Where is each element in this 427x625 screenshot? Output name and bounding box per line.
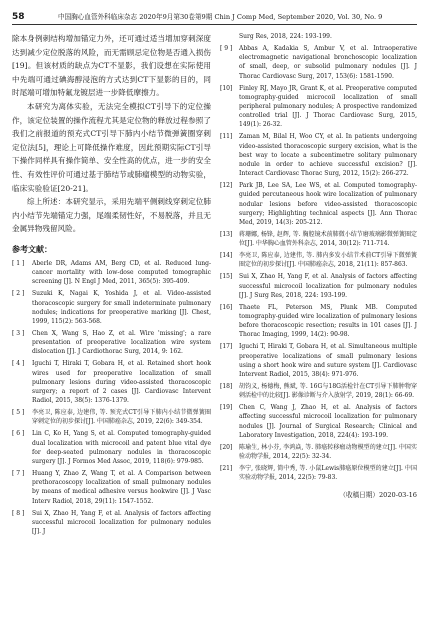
- reference-text: Zaman M, Bilal H, Woo CY, et al. In patients undergoing video-assisted thoracoscopic surgery excision, what is the best way to locate a subcentimetre solitary pulmonary nodule in order to achieve successful excision? [J]. Interact Cardiovasc Thorac Surg, 2012, 15(2): 266-272.: [239, 133, 417, 178]
- reference-item: [220, 251, 417, 269]
- reference-item: [220, 272, 417, 300]
- reference-number: [ 8 ]: [12, 509, 25, 517]
- reference-number: [15]: [220, 273, 233, 281]
- reference-item: [220, 443, 417, 461]
- reference-number: [16]: [220, 303, 233, 311]
- reference-item: [220, 382, 417, 400]
- reference-text: Suzuki K, Nagai K, Yoshida J, et al. Video-assisted thoracoscopic surgery for small indeterminate pulmonary nodules; indications for preoperative marking [J]. Chest, 1999, 115(2): 563-568.: [32, 290, 211, 325]
- reference-text: 蒋珊娜, 杨锋, 赵辉, 等. 胸腔镜术前肺微小结节磨玻璃影微弹簧圈定位[J]. 中华胸心血管外科杂志, 2014, 30(12): 711-714.: [239, 231, 417, 248]
- reference-text: 李宁, 张晓辉, 简中秀, 等. 小鼠Lewis肺癌原位模型的建立[J]. 中国实验动物学报, 2014, 22(5): 79-83.: [239, 465, 417, 482]
- reference-text: Sui X, Zhao H, Yang F, et al. Analysis of factors affecting successful microcoil localization for pulmonary nodules [J]. J: [32, 509, 211, 535]
- reference-text: 李亮卫, 陈应泰, 边建伟, 等. 肺内多发小结节术前CT引导下微弹簧圈定位的初步探讨[J]. 中国肺癌杂志, 2018, 21(11): 857-863.: [239, 252, 417, 269]
- body-paragraph: 本研究为离体实验，无法完全模拟CT引导下的定位操作，该定位装置的操作流程尤其是定位物的释放过程参照了我们之前报道的预充式CT引导下肺内小结节微弹簧圈穿刺定位法[5]，理论上可降低操作难度，因此预期实际CT引导下操作同样具有操作简单、安全性高的优点，进一步的安全性、有效性评价可通过基于肺结节或肺瘤模型的动物实验，临床实验验证[20-21]。: [12, 101, 211, 193]
- reference-number: [ 1 ]: [12, 259, 25, 267]
- reference-number: [14]: [220, 252, 233, 260]
- reference-list-left: [12, 259, 211, 536]
- reference-item: [12, 429, 211, 466]
- reference-number: [18]: [220, 383, 233, 391]
- reference-number: [13]: [220, 231, 233, 239]
- right-column: [220, 32, 417, 499]
- references-heading: 参考文献：: [12, 244, 52, 254]
- reference-item: [220, 230, 417, 248]
- reference-item: [220, 132, 417, 178]
- reference-text: Chen C, Wang J, Zhao H, et al. Analysis of factors affecting successful microcoil localization for pulmonary nodules [J]. Journal of Surgical Research; Clinical and Laboratory Investigation, 2018, 224(4): 193-199.: [239, 404, 417, 439]
- reference-item: [12, 259, 211, 287]
- reference-item: [220, 44, 417, 81]
- reference-list-right: [220, 32, 417, 483]
- reference-item: [12, 509, 211, 537]
- reference-item: [220, 342, 417, 379]
- reference-number: [ 9 ]: [220, 45, 233, 52]
- reference-text: Iguchi T, Hiraki T, Gobara H, et al. Retained short hook wires used for preoperative localization of small pulmonary lesions during video-assisted thoracoscopic surgery; a report of 2 cases [J]. Cardiovasc Intervent Radiol, 2015, 38(5): 1376-1379.: [32, 360, 211, 405]
- reference-number: [10]: [220, 84, 233, 92]
- reference-text: Surg Res, 2018, 224: 193-199.: [239, 33, 332, 40]
- reference-number: [11]: [220, 133, 233, 141]
- reference-text: Abbas A, Kadakia S, Ambur V, et al. Intraoperative electromagnetic navigational bronchoscopic localization of small, deep, or subsolid pulmonary nodules [J]. J Thorac Cardiovasc Surg, 2017, 153(6): 1581-1590.: [239, 45, 417, 80]
- reference-item: [12, 289, 211, 326]
- page-number: 58: [12, 12, 25, 22]
- reference-text: Iguchi T, Hiraki T, Gobara H, et al. Simultaneous multiple preoperative localizations of small pulmonary lesions using a short hook wire and suture system [J]. Cardiovasc Intervent Radiol, 2015, 38(4): 971-976.: [239, 343, 417, 379]
- reference-item: [220, 403, 417, 440]
- reference-item: [12, 329, 211, 357]
- reference-number: [20]: [220, 443, 233, 451]
- received-date: （收稿日期）2020-03-16: [339, 490, 417, 499]
- reference-item: [220, 84, 417, 130]
- reference-number: [ 3 ]: [12, 329, 25, 337]
- reference-text: Lin C, Ko H, Yang S, et al. Computed tomography-guided dual localization with microcoil and patent blue vital dye for deep-seated pulmonary nodules in thoracoscopic surgery [J]. J Formos Med Assoc, 2019, 118(6): 979-985.: [32, 430, 211, 465]
- reference-number: [ 7 ]: [12, 469, 25, 477]
- reference-text: Aberle DR, Adams AM, Berg CD, et al. Reduced lung-cancer mortality with low-dose computed tomographic screening [J]. N Engl J Med, 2011, 365(5): 395-409.: [32, 259, 211, 286]
- reference-number: [ 4 ]: [12, 360, 25, 368]
- reference-item: [12, 408, 211, 426]
- reference-number: [12]: [220, 182, 233, 190]
- left-column: [12, 32, 211, 539]
- reference-number: [ 5 ]: [12, 409, 25, 417]
- reference-number: [21]: [220, 465, 233, 473]
- reference-number: [17]: [220, 343, 233, 351]
- reference-text: 胡钧义, 杨德梅, 熊斌, 等. 16G与18G活检针在CT引导下肺肿物穿刺活检中的比较[J]. 影像诊断与介入放射学, 2019, 28(1): 66-69.: [239, 383, 417, 400]
- reference-item: [220, 32, 417, 41]
- reference-text: Thaete FL, Peterson MS, Plunk MB. Computed tomography-guided wire localization of pulmonary lesions before thoracoscopic resection; results in 101 cases [J]. J Thorac Imaging, 1999, 14(2): 90-98.: [239, 303, 417, 339]
- reference-text: Park JB, Lee SA, Lee WS, et al. Computed tomography-guided percutaneous hook wire localization of pulmonary nodular lesions before video-assisted thoracoscopic surgery; Highlighting technical aspects [J]. Ann Thorac Med, 2019, 14(3): 205-212.: [239, 182, 417, 227]
- reference-number: [ 2 ]: [12, 290, 25, 298]
- reference-text: Chen X, Wang S, Hao Z, et al. Wire 'missing'; a rare presentation of preoperative localization wire system dislocation [J]. J Cardiothorac Surg, 2014, 9: 162.: [32, 329, 211, 356]
- journal-citation-line: 中国胸心血管外科临床杂志 2020年9月第30卷第9期 Chin J Comp Med, September 2020, Vol. 30, No. 9: [58, 13, 383, 21]
- reference-number: [ 6 ]: [12, 430, 25, 438]
- reference-text: 陈瑜生, 林小芬, 李鸿焱, 等. 肺癌转移瘤动物模型的建立[J]. 中国实验动物学报, 2014, 22(5): 32-34.: [239, 443, 417, 461]
- reference-item: [12, 469, 211, 506]
- reference-item: [220, 181, 417, 227]
- conclusion-paragraph: 综上所述：本研究显示，采用先端平侧刺线穿刺定位肺内小结节先端锚定力强，尾端柔韧性好，不易脱落，并且无金属异物残留风险。: [12, 197, 211, 234]
- reference-item: [12, 359, 211, 405]
- body-paragraph: 除本身例刺结构增加锚定力外，还可通过适当增加穿刺深度达到减少定位脱落的风险，而无需顾忌定位物是否通入损伤[19]。但该材质的缺点为CT不显影，我们设想在实际使用中先端可通过碘海醇浸泡的方式达到CT下显影的目的，同时尾端可增加特氟龙镀层进一步降低摩擦力。: [12, 34, 211, 98]
- reference-text: Huang Y, Zhao Z, Wang T, et al. A Comparison between prethoracoscopy localization of small pulmonary nodules by means of medical adhesive versus hookwire [J]. J Vasc Interv Radiol, 2018, 29(11): 1547-1552.: [32, 469, 211, 505]
- reference-item: [220, 464, 417, 482]
- reference-item: [220, 303, 417, 340]
- reference-text: Finley RJ, Mayo JR, Grant K, et al. Preoperative computed tomography-guided microcoil localization of small peripheral pulmonary nodules; A prospective randomized controlled trial [J]. J Thorac Cardiovasc Surg, 2015, 149(1): 26-32.: [239, 84, 417, 129]
- reference-text: Sui X, Zhao H, Yang F, et al. Analysis of factors affecting successful microcoil localization for pulmonary nodules [J]. J Surg Res, 2018, 224: 193-199.: [239, 273, 417, 299]
- reference-number: [19]: [220, 404, 233, 412]
- reference-text: 李亮卫, 陈应泰, 边建伟, 等. 预充式CT引导下肺内小结节微弹簧圈穿刺定位的初步探讨[J]. 中国肺癌杂志, 2019, 22(6): 349-354.: [32, 409, 211, 426]
- running-header: [12, 10, 417, 25]
